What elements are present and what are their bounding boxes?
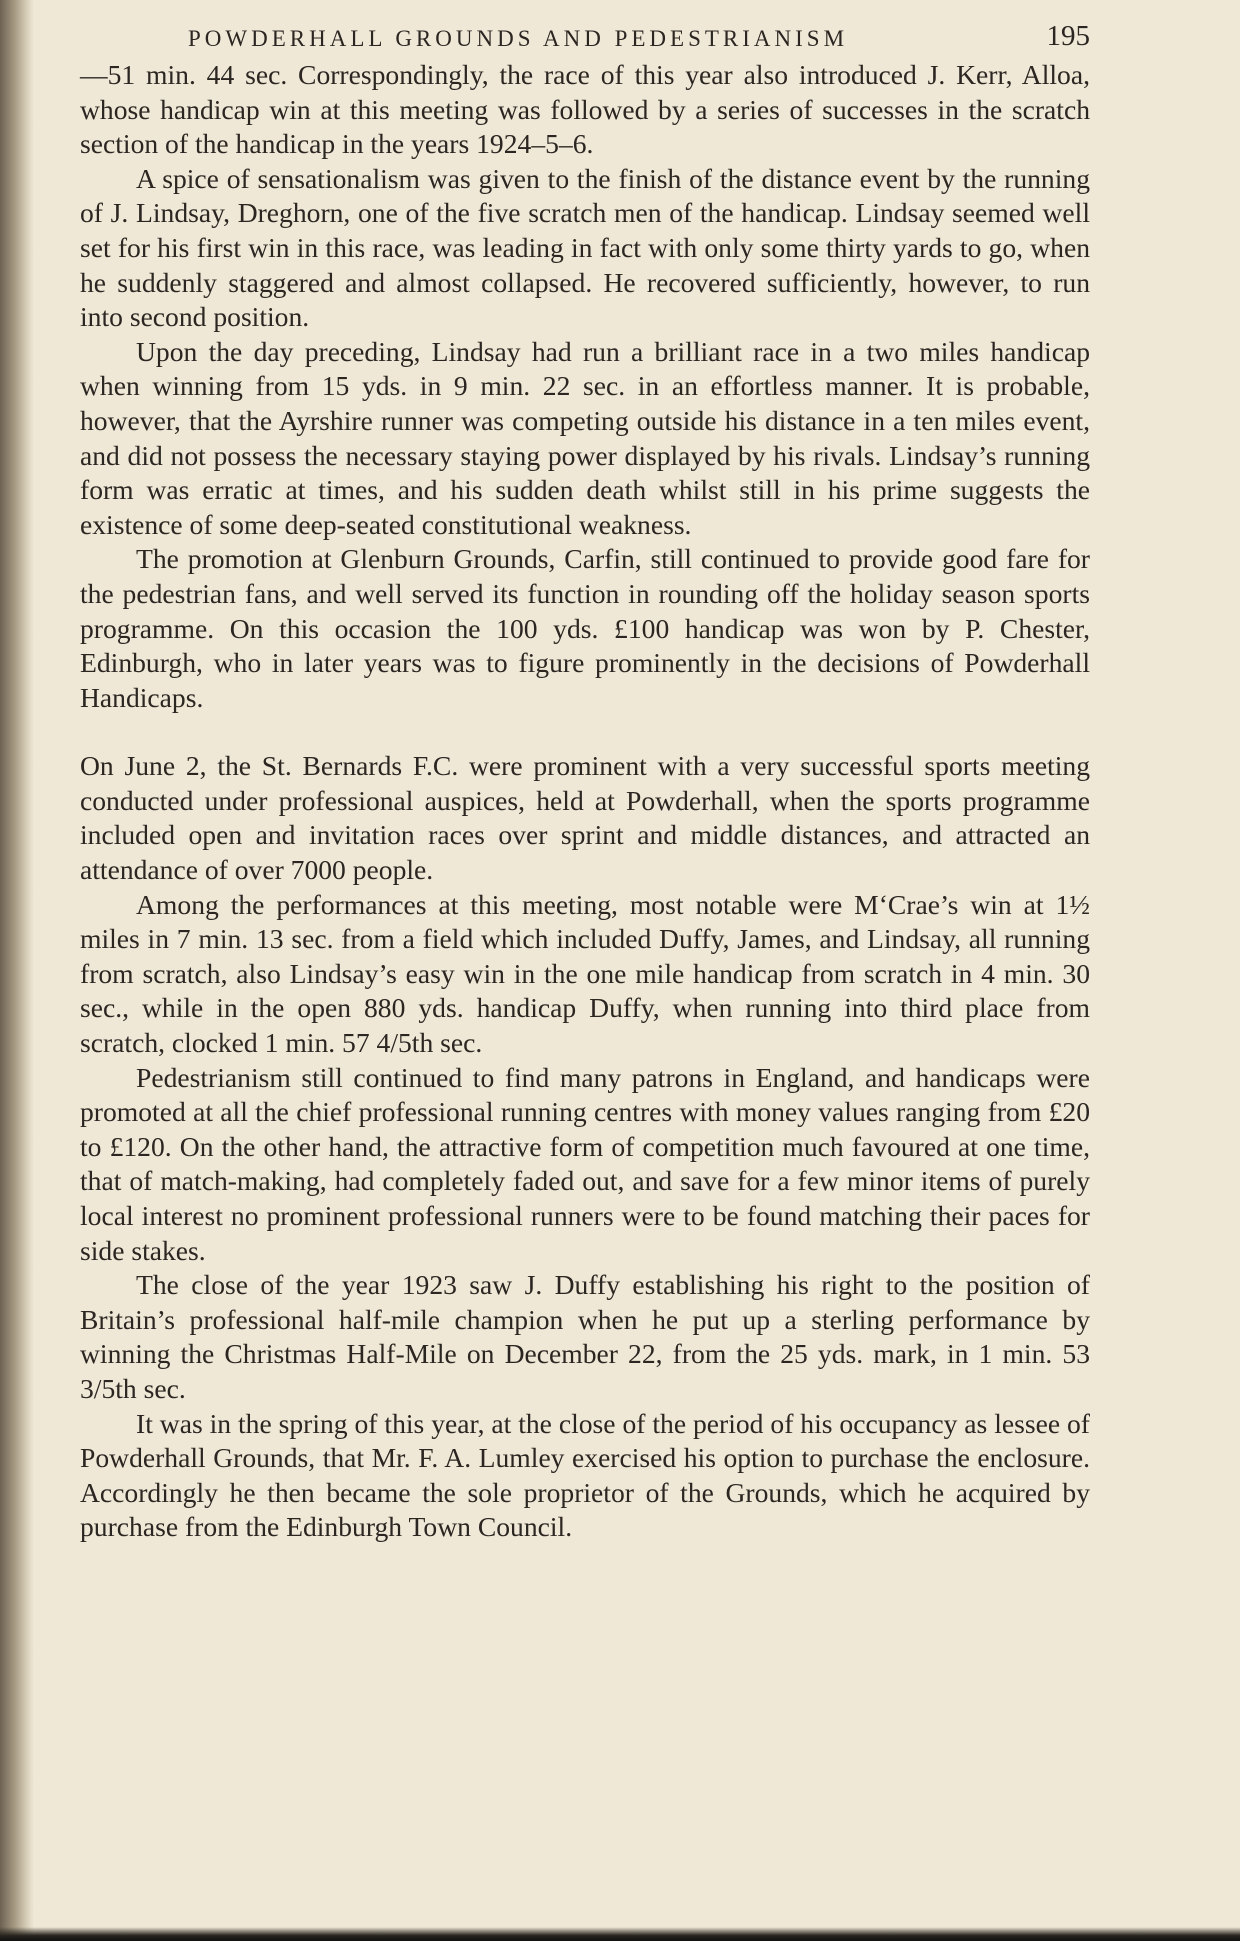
paragraph-lindsay-two-miles: Upon the day preceding, Lindsay had run a brilliant race in a two miles handicap when winning from 15 yds. in 9 min. 22 sec. in an effortless manner. It is probable, however, that the Ayrshire runner was competing outside his distance in a ten miles event, and did not possess the necessary staying power displayed by his rivals. Lindsay’s running form was erratic at times, and his sudden death whilst still in his prime suggests the existence of some deep-seated constitutional weakness. [80,335,1090,540]
paragraph-lindsay-collapse: A spice of sensationalism was given to the finish of the distance event by the running of J. Lindsay, Dreghorn, one of the five scratch men of the handicap. Lindsay seemed well set for his first win in this race, was leading in fact with only some thirty yards to go, when he suddenly staggered and almost collapsed. He recovered sufficiently, however, to run into second position. [80,162,1090,333]
page-bottom-edge [0,1927,1240,1941]
paragraph-continuation: —51 min. 44 sec. Correspondingly, the race of this year also introduced J. Kerr, Alloa, whose handicap win at this meeting was followed by a series of successes in the scratch section of the handicap in the years 1924–5–6. [80,59,1090,160]
paragraph-lumley-purchase: It was in the spring of this year, at the close of the period of his occupancy as lessee of Powderhall Grounds, that Mr. F. A. Lumley exercised his option to purchase the enclosure. Accordingly he then became the sole proprietor of the Grounds, which he acquired by purchase from the Edinburgh Town Council. [80,1407,1090,1543]
book-gutter-shadow [0,0,34,1941]
paragraph-st-bernards-meeting: On June 2, the St. Bernards F.C. were prominent with a very successful sports meeting conducted under professional auspices, held at Powderhall, when the sports programme included open and invitation races over sprint and middle distances, and attracted an attendance of over 7000 people. [80,750,1090,886]
paragraph-glenburn-carfin: The promotion at Glenburn Grounds, Carfin, still continued to provide good fare for the pedestrian fans, and well served its function in rounding off the holiday season sports programme. On this occasion the 100 yds. £100 handicap was won by P. Chester, Edinburgh, who in later years was to figure prominently in the decisions of Powderhall Handicaps. [80,543,1090,713]
paragraph-meeting-performances: Among the performances at this meeting, most notable were M‘Crae’s win at 1½ miles in 7 min. 13 sec. from a field which included Duffy, James, and Lindsay, all running from scratch, also Lindsay’s easy win in the one mile handicap from scratch in 4 min. 30 sec., while in the open 880 yds. handicap Duffy, when running into third place from scratch, clocked 1 min. 57 4/5th sec. [80,888,1090,1059]
body-text [80,58,1090,1545]
running-head [80,18,1090,58]
paragraph-duffy-champion: The close of the year 1923 saw J. Duffy establishing his right to the position of Britain’s professional half-mile champion when he put up a sterling performance by winning the Christmas Half-Mile on December 22, from the 25 yds. mark, in 1 min. 53 3/5th sec. [80,1269,1090,1404]
paragraph-england-handicaps: Pedestrianism still continued to find many patrons in England, and handicaps were promoted at all the chief professional running centres with money values ranging from £20 to £120. On the other hand, the attractive form of competition much favoured at one time, that of match-making, had completely faded out, and save for a few minor items of purely local interest no prominent professional runners were to be found matching their paces for side stakes. [80,1061,1090,1266]
page-number: 195 [1046,20,1090,52]
running-head-title: POWDERHALL GROUNDS AND PEDESTRIANISM [188,26,849,51]
book-page [80,18,1090,1545]
